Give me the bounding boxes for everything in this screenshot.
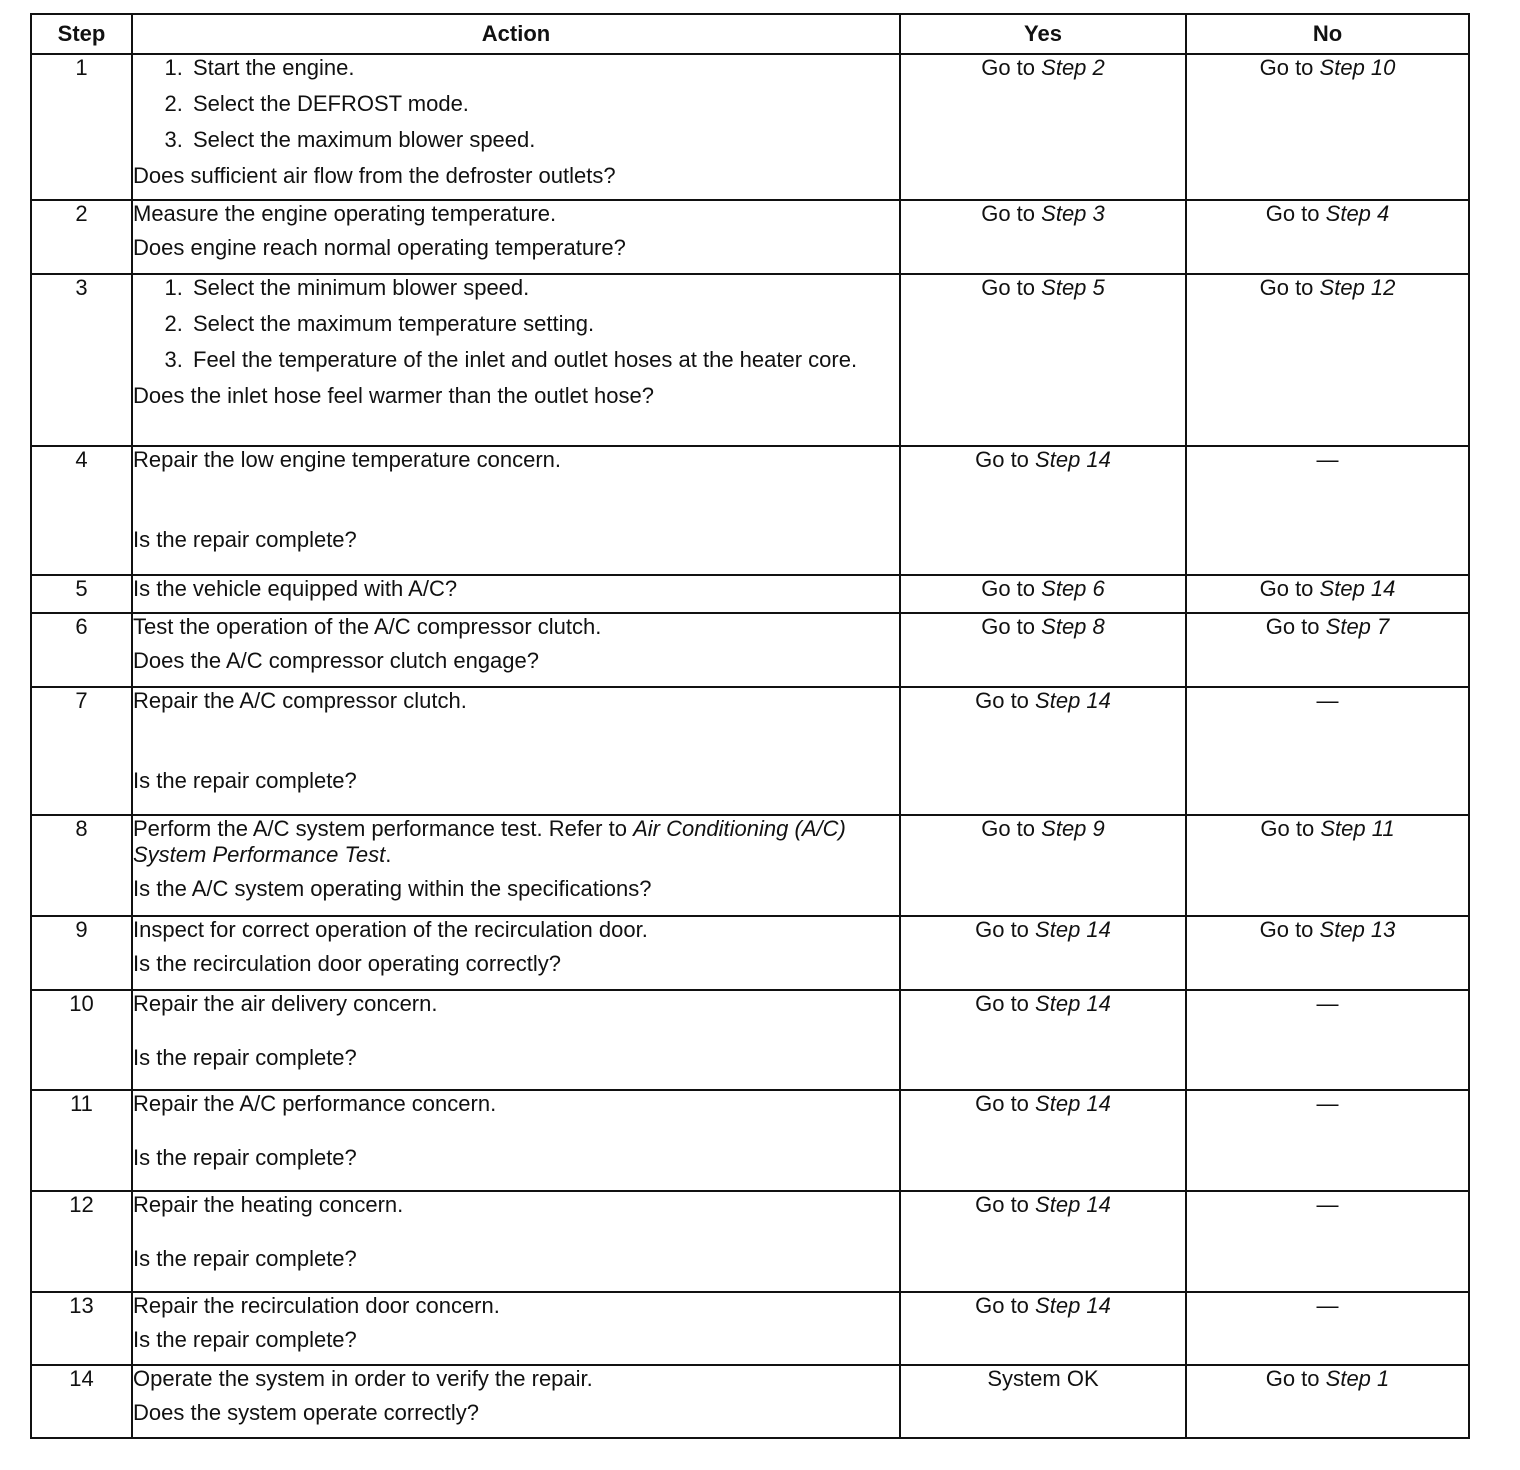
- step-ref: Step 8: [1041, 614, 1105, 639]
- instruction: Test the operation of the A/C compressor clutch.: [133, 614, 602, 639]
- header-step: Step: [31, 14, 132, 54]
- step-number: 11: [31, 1090, 132, 1191]
- question: Is the repair complete?: [133, 768, 357, 793]
- table-row: [31, 446, 1469, 575]
- goto-label: Go to: [981, 576, 1036, 601]
- instruction: Repair the air delivery concern.: [133, 991, 438, 1016]
- goto-label: Go to: [1259, 917, 1314, 942]
- yes-cell: [900, 916, 1186, 990]
- step-ref: Step 14: [1035, 1091, 1111, 1116]
- goto-label: Go to: [1259, 275, 1314, 300]
- step-ref: Step 10: [1319, 55, 1396, 80]
- yes-cell: [900, 1191, 1186, 1292]
- action-list: [133, 55, 899, 153]
- instruction: Repair the heating concern.: [133, 1192, 404, 1217]
- step-number: 2: [31, 200, 132, 274]
- goto-label: Go to: [1265, 1366, 1320, 1391]
- yes-cell: [900, 446, 1186, 575]
- diagnostic-table: [30, 13, 1470, 1439]
- goto-label: Go to: [1265, 614, 1320, 639]
- instruction: Operate the system in order to verify the repair.: [133, 1366, 593, 1391]
- question: Is the repair complete?: [133, 1246, 357, 1271]
- list-item: 3. Feel the temperature of the inlet and outlet hoses at the heater core.: [189, 347, 899, 373]
- action-cell: [132, 1292, 900, 1365]
- step-number: 6: [31, 613, 132, 687]
- goto-label: Go to: [975, 1293, 1029, 1318]
- table-row: [31, 274, 1469, 446]
- header-yes: Yes: [900, 14, 1186, 54]
- action-cell: [132, 990, 900, 1090]
- action-cell: [132, 815, 900, 916]
- step-ref: Step 14: [1035, 447, 1111, 472]
- no-cell: [1186, 274, 1469, 446]
- table-row: [31, 54, 1469, 200]
- no-cell-dash: —: [1186, 687, 1469, 815]
- goto-label: Go to: [1260, 816, 1315, 841]
- question: Is the vehicle equipped with A/C?: [133, 576, 458, 601]
- question: Does the system operate correctly?: [133, 1400, 480, 1425]
- table-row: [31, 1191, 1469, 1292]
- instruction: [133, 816, 899, 868]
- no-cell: [1186, 613, 1469, 687]
- table-row: [31, 200, 1469, 274]
- goto-label: Go to: [981, 614, 1036, 639]
- instruction: Measure the engine operating temperature.: [133, 201, 557, 226]
- step-number: 7: [31, 687, 132, 815]
- step-ref: Step 14: [1035, 1293, 1111, 1318]
- no-cell-dash: —: [1186, 446, 1469, 575]
- yes-cell: [900, 687, 1186, 815]
- table-row: [31, 916, 1469, 990]
- no-cell: [1186, 815, 1469, 916]
- yes-cell: [900, 1292, 1186, 1365]
- yes-cell: [900, 54, 1186, 200]
- yes-cell: System OK: [900, 1365, 1186, 1438]
- action-cell: [132, 1191, 900, 1292]
- yes-cell: [900, 200, 1186, 274]
- step-number: 12: [31, 1191, 132, 1292]
- list-item: 3. Select the maximum blower speed.: [189, 127, 899, 153]
- goto-label: Go to: [975, 447, 1029, 472]
- question: Is the repair complete?: [133, 1327, 357, 1352]
- action-cell: [132, 1365, 900, 1438]
- header-row: [31, 14, 1469, 54]
- no-cell-dash: —: [1186, 1191, 1469, 1292]
- instruction: Repair the A/C compressor clutch.: [133, 688, 467, 713]
- yes-cell: [900, 1090, 1186, 1191]
- header-no: No: [1186, 14, 1469, 54]
- question: Is the A/C system operating within the specifications?: [133, 876, 652, 901]
- no-cell: [1186, 916, 1469, 990]
- goto-label: Go to: [975, 991, 1029, 1016]
- list-item: 1. Select the minimum blower speed.: [189, 275, 899, 301]
- table-row: [31, 1090, 1469, 1191]
- step-number: 9: [31, 916, 132, 990]
- instruction-text: Perform the A/C system performance test. Refer to: [133, 816, 634, 841]
- step-ref: Step 12: [1319, 275, 1396, 300]
- action-list: [133, 275, 899, 373]
- goto-label: Go to: [1265, 201, 1320, 226]
- step-ref: Step 9: [1041, 816, 1105, 841]
- step-number: 1: [31, 54, 132, 200]
- goto-label: Go to: [975, 1091, 1029, 1116]
- action-cell: [132, 446, 900, 575]
- step-ref: Step 4: [1325, 201, 1390, 226]
- instruction: Inspect for correct operation of the recirculation door.: [133, 917, 648, 942]
- instruction: Repair the low engine temperature concern.: [133, 447, 562, 472]
- action-cell: [132, 200, 900, 274]
- no-cell: [1186, 575, 1469, 613]
- goto-label: Go to: [975, 1192, 1029, 1217]
- list-item: 2. Select the maximum temperature setting.: [189, 311, 899, 337]
- step-ref: Step 11: [1320, 816, 1395, 841]
- question: Does sufficient air flow from the defroster outlets?: [133, 163, 616, 188]
- table-row: [31, 1365, 1469, 1438]
- yes-cell: [900, 613, 1186, 687]
- list-item: 1. Start the engine.: [189, 55, 899, 81]
- table-row: [31, 990, 1469, 1090]
- yes-cell: [900, 990, 1186, 1090]
- step-ref: Step 2: [1041, 55, 1105, 80]
- step-number: 10: [31, 990, 132, 1090]
- question: Is the repair complete?: [133, 1145, 357, 1170]
- goto-label: Go to: [975, 688, 1029, 713]
- question: Does the A/C compressor clutch engage?: [133, 648, 540, 673]
- step-number: 4: [31, 446, 132, 575]
- yes-cell: [900, 815, 1186, 916]
- action-cell: [132, 687, 900, 815]
- table-row: [31, 613, 1469, 687]
- step-ref: Step 7: [1325, 614, 1390, 639]
- step-number: 5: [31, 575, 132, 613]
- yes-cell: [900, 575, 1186, 613]
- step-ref: Step 14: [1035, 991, 1111, 1016]
- goto-label: Go to: [981, 201, 1036, 226]
- action-cell: [132, 54, 900, 200]
- no-cell-dash: —: [1186, 1292, 1469, 1365]
- step-number: 14: [31, 1365, 132, 1438]
- step-ref: Step 3: [1041, 201, 1105, 226]
- action-cell: [132, 274, 900, 446]
- yes-cell: [900, 274, 1186, 446]
- no-cell: [1186, 200, 1469, 274]
- step-ref: Step 14: [1319, 576, 1396, 601]
- table-row: [31, 687, 1469, 815]
- step-ref: Step 6: [1041, 576, 1105, 601]
- no-cell-dash: —: [1186, 990, 1469, 1090]
- step-ref: Step 14: [1035, 917, 1111, 942]
- step-number: 8: [31, 815, 132, 916]
- question: Is the repair complete?: [133, 527, 357, 552]
- step-ref: Step 1: [1325, 1366, 1390, 1391]
- list-item: 2. Select the DEFROST mode.: [189, 91, 899, 117]
- question: Does engine reach normal operating temperature?: [133, 235, 626, 260]
- goto-label: Go to: [981, 55, 1036, 80]
- table-row: [31, 1292, 1469, 1365]
- no-cell: [1186, 54, 1469, 200]
- instruction: Repair the A/C performance concern.: [133, 1091, 497, 1116]
- step-number: 13: [31, 1292, 132, 1365]
- action-cell: [132, 1090, 900, 1191]
- step-ref: Step 5: [1041, 275, 1105, 300]
- step-ref: Step 13: [1319, 917, 1396, 942]
- step-ref: Step 14: [1035, 1192, 1111, 1217]
- action-cell: [132, 916, 900, 990]
- table-row: [31, 575, 1469, 613]
- table-row: [31, 815, 1469, 916]
- goto-label: Go to: [1259, 55, 1314, 80]
- instruction-end: .: [385, 842, 392, 867]
- no-cell: [1186, 1365, 1469, 1438]
- instruction: Repair the recirculation door concern.: [133, 1293, 500, 1318]
- action-cell: [132, 613, 900, 687]
- step-ref: Step 14: [1035, 688, 1111, 713]
- question: Does the inlet hose feel warmer than the outlet hose?: [133, 383, 654, 408]
- goto-label: Go to: [981, 275, 1036, 300]
- action-cell: [132, 575, 900, 613]
- goto-label: Go to: [981, 816, 1036, 841]
- question: Is the repair complete?: [133, 1045, 357, 1070]
- question: Is the recirculation door operating correctly?: [133, 951, 561, 976]
- reference-title: Air Conditioning (A/C) System Performance Test: [133, 816, 846, 867]
- goto-label: Go to: [1259, 576, 1314, 601]
- header-action: Action: [132, 14, 900, 54]
- step-number: 3: [31, 274, 132, 446]
- goto-label: Go to: [975, 917, 1029, 942]
- no-cell-dash: —: [1186, 1090, 1469, 1191]
